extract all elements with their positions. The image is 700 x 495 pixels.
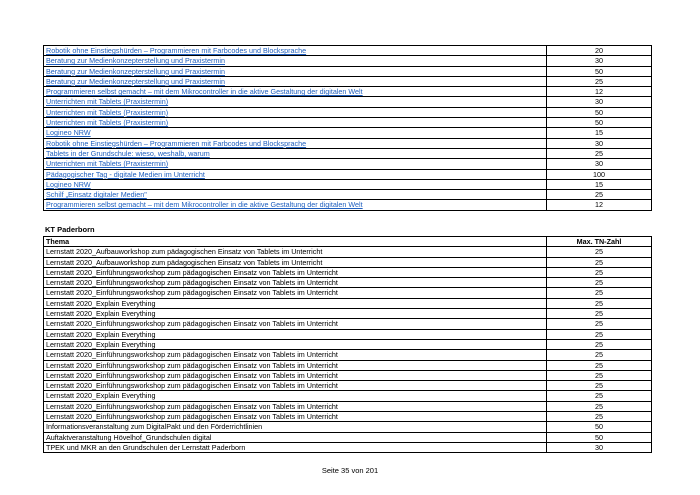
row-thema-cell [44,76,547,86]
table-row [44,56,652,66]
page-number: Seite 35 von 201 [321,466,379,475]
table-row [44,257,652,267]
table-row [44,97,652,107]
table-row [44,288,652,298]
table-row [44,278,652,288]
row-thema-cell: Lernstatt 2020_Aufbauworkshop zum pädagogischen Einsatz von Tablets im Unterricht [44,257,547,267]
table-row [44,298,652,308]
row-max-tn-cell: 25 [547,401,652,411]
course-table-upper [43,45,652,211]
table-row [44,66,652,76]
table-row [44,267,652,277]
row-thema-cell: Lernstatt 2020_Einführungsworkshop zum pädagogischen Einsatz von Tablets im Unterricht [44,401,547,411]
row-max-tn-cell: 25 [547,148,652,158]
row-thema-cell: Lernstatt 2020_Explain Everything [44,391,547,401]
course-link[interactable]: Logineo NRW [46,128,91,138]
row-max-tn-cell: 50 [547,422,652,432]
table-row [44,350,652,360]
row-thema-cell: Lernstatt 2020_Einführungsworkshop zum pädagogischen Einsatz von Tablets im Unterricht [44,319,547,329]
column-header-max-tn: Max. TN-Zahl [547,237,652,247]
row-max-tn-cell: 50 [547,107,652,117]
course-link[interactable]: Robotik ohne Einstiegshürden – Programmieren mit Farbcodes und Blocksprache [46,46,307,55]
table-row [44,148,652,158]
row-max-tn-cell: 20 [547,46,652,56]
row-thema-cell [44,169,547,179]
table-row [44,422,652,432]
course-link[interactable]: Beratung zur Medienkonzepterstellung und Praxistermin [46,56,225,66]
table-row [44,159,652,169]
row-thema-cell: Informationsveranstaltung zum DigitalPakt und den Förderrichtlinien [44,422,547,432]
table-row [44,138,652,148]
row-max-tn-cell: 50 [547,432,652,442]
row-thema-cell [44,66,547,76]
row-thema-cell [44,56,547,66]
table-row [44,247,652,257]
row-max-tn-cell: 25 [547,257,652,267]
table-header-row [44,237,652,247]
table-row [44,309,652,319]
row-max-tn-cell: 25 [547,190,652,200]
row-thema-cell [44,46,547,56]
table-row [44,76,652,86]
row-thema-cell: Lernstatt 2020_Explain Everything [44,298,547,308]
row-max-tn-cell: 50 [547,118,652,128]
course-link[interactable]: Tablets in der Grundschule: wieso, weshalb, warum [46,148,210,158]
section-title: KT Paderborn [45,225,95,234]
row-thema-cell: Lernstatt 2020_Explain Everything [44,309,547,319]
course-link[interactable]: Pädagogischer Tag - digitale Medien im Unterricht [46,169,205,179]
row-max-tn-cell: 30 [547,56,652,66]
table-row [44,46,652,56]
row-thema-cell: Lernstatt 2020_Einführungsworkshop zum pädagogischen Einsatz von Tablets im Unterricht [44,381,547,391]
row-thema-cell: Lernstatt 2020_Einführungsworkshop zum pädagogischen Einsatz von Tablets im Unterricht [44,370,547,380]
row-max-tn-cell: 25 [547,319,652,329]
row-max-tn-cell: 25 [547,381,652,391]
table-row [44,391,652,401]
table-row [44,118,652,128]
row-max-tn-cell: 25 [547,391,652,401]
row-max-tn-cell: 25 [547,350,652,360]
row-thema-cell [44,128,547,138]
row-thema-cell: Lernstatt 2020_Einführungsworkshop zum pädagogischen Einsatz von Tablets im Unterricht [44,288,547,298]
column-header-thema: Thema [44,237,547,247]
course-table-paderborn [43,236,652,453]
course-link[interactable]: Programmieren selbst gemacht – mit dem Mikrocontroller in die aktive Gestaltung der digitalen Welt [46,200,363,210]
table-row [44,107,652,117]
row-thema-cell [44,159,547,169]
row-max-tn-cell: 15 [547,179,652,189]
row-max-tn-cell: 25 [547,360,652,370]
row-max-tn-cell: 12 [547,200,652,210]
row-thema-cell [44,107,547,117]
row-max-tn-cell: 25 [547,329,652,339]
row-max-tn-cell: 25 [547,267,652,277]
row-thema-cell [44,97,547,107]
row-thema-cell: Lernstatt 2020_Explain Everything [44,329,547,339]
row-thema-cell: TPEK und MKR an den Grundschulen der Lernstatt Paderborn [44,442,547,452]
table-row [44,190,652,200]
course-link[interactable]: Logineo NRW [46,179,91,189]
course-link[interactable]: Unterrichten mit Tablets (Praxistermin) [46,97,169,107]
row-max-tn-cell: 30 [547,97,652,107]
row-thema-cell: Lernstatt 2020_Einführungsworkshop zum pädagogischen Einsatz von Tablets im Unterricht [44,267,547,277]
row-max-tn-cell: 25 [547,288,652,298]
row-max-tn-cell: 25 [547,309,652,319]
row-thema-cell: Lernstatt 2020_Einführungsworkshop zum pädagogischen Einsatz von Tablets im Unterricht [44,350,547,360]
table-row [44,319,652,329]
row-thema-cell: Lernstatt 2020_Einführungsworkshop zum pädagogischen Einsatz von Tablets im Unterricht [44,278,547,288]
row-thema-cell [44,179,547,189]
table-row [44,442,652,452]
row-thema-cell: Lernstatt 2020_Einführungsworkshop zum pädagogischen Einsatz von Tablets im Unterricht [44,412,547,422]
row-thema-cell [44,190,547,200]
table-row [44,412,652,422]
row-thema-cell: Lernstatt 2020_Explain Everything [44,339,547,349]
table-row [44,87,652,97]
row-thema-cell: Auftaktveranstaltung Hövelhof_Grundschulen digital [44,432,547,442]
row-max-tn-cell: 15 [547,128,652,138]
row-max-tn-cell: 30 [547,138,652,148]
course-link[interactable]: Robotik ohne Einstiegshürden – Programmieren mit Farbcodes und Blocksprache [46,138,307,148]
table-row [44,128,652,138]
row-thema-cell [44,200,547,210]
course-link[interactable]: Schilf „Einsatz digitaler Medien" [46,190,147,200]
row-max-tn-cell: 25 [547,370,652,380]
table-row [44,339,652,349]
row-max-tn-cell: 25 [547,278,652,288]
table-row [44,360,652,370]
course-link[interactable]: Beratung zur Medienkonzepterstellung und Praxistermin [46,76,225,86]
row-max-tn-cell: 30 [547,442,652,452]
row-max-tn-cell: 25 [547,339,652,349]
row-max-tn-cell: 30 [547,159,652,169]
table-row [44,169,652,179]
row-max-tn-cell: 100 [547,169,652,179]
row-max-tn-cell: 50 [547,66,652,76]
course-link[interactable]: Beratung zur Medienkonzepterstellung und Praxistermin [46,66,225,76]
table-row [44,370,652,380]
row-thema-cell: Lernstatt 2020_Einführungsworkshop zum pädagogischen Einsatz von Tablets im Unterricht [44,360,547,370]
row-thema-cell [44,138,547,148]
row-max-tn-cell: 12 [547,87,652,97]
row-max-tn-cell: 25 [547,247,652,257]
course-link[interactable]: Unterrichten mit Tablets (Praxistermin) [46,107,169,117]
row-max-tn-cell: 25 [547,298,652,308]
course-link[interactable]: Programmieren selbst gemacht – mit dem Mikrocontroller in die aktive Gestaltung der digitalen Welt [46,87,363,97]
table-row [44,200,652,210]
row-max-tn-cell: 25 [547,76,652,86]
row-thema-cell [44,87,547,97]
row-thema-cell [44,118,547,128]
table-row [44,329,652,339]
row-thema-cell [44,148,547,158]
row-thema-cell: Lernstatt 2020_Aufbauworkshop zum pädagogischen Einsatz von Tablets im Unterricht [44,247,547,257]
row-max-tn-cell: 25 [547,412,652,422]
course-link[interactable]: Unterrichten mit Tablets (Praxistermin) [46,118,169,128]
table-row [44,401,652,411]
table-row [44,179,652,189]
table-row [44,381,652,391]
course-link[interactable]: Unterrichten mit Tablets (Praxistermin) [46,159,169,169]
table-row [44,432,652,442]
